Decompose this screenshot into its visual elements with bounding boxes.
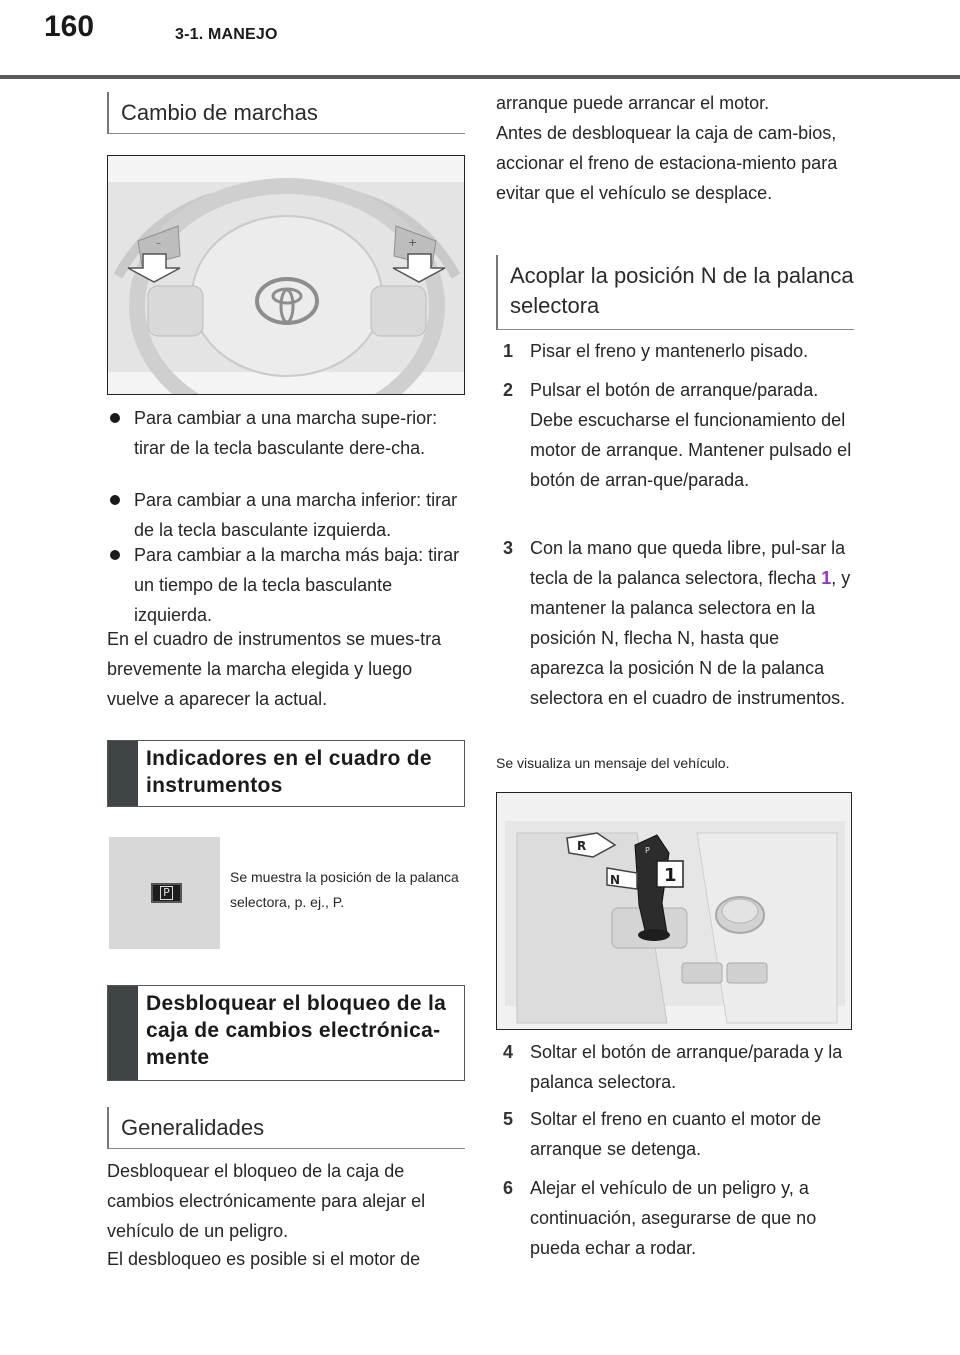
gear-selector-figure [496, 792, 852, 1030]
bullet-downshift [107, 485, 467, 545]
bullet-lowest-gear [107, 540, 467, 630]
gear-selector-illustration [497, 793, 852, 1030]
step-number: 1 [503, 341, 514, 361]
step-text: Pulsar el botón de arranque/parada. Debe escucharse el funcionamiento del motor de arranque. Mantener pulsado el botón de arran-que/parada. [530, 380, 852, 490]
header-rule [0, 75, 960, 79]
heading-general: Generalidades [107, 1107, 465, 1149]
step-number: 4 [503, 1042, 514, 1062]
paragraph-unlock-purpose: Desbloquear el bloqueo de la caja de cambios electrónicamente para alejar el vehículo de un peligro. [107, 1161, 426, 1241]
bullet-dot [110, 495, 120, 505]
svg-text:–: – [156, 238, 161, 249]
step-number: 5 [503, 1109, 514, 1129]
heading-bar [108, 741, 138, 806]
heading-bar [108, 986, 138, 1080]
heading-neutral: Acoplar la posición N de la palanca selectora [496, 255, 854, 330]
section-label: 3-1. MANEJO [175, 26, 278, 43]
heading-indicators [107, 740, 465, 807]
step-text: Soltar el freno en cuanto el motor de arranque se detenga. [530, 1109, 822, 1159]
heading-unlock-text: Desbloquear el bloqueo de la caja de cambios electrónica-mente [146, 992, 447, 1069]
step-2 [496, 375, 856, 495]
reverse-label: R [577, 839, 587, 853]
indicator-caption: Se muestra la posición de la palanca selectora, p. ej., P. [230, 869, 459, 910]
paragraph-cluster-display: En el cuadro de instrumentos se mues-tra brevemente la marcha elegida y luego vuelve a aparecer la actual. [107, 629, 442, 709]
step-text: Alejar el vehículo de un peligro y, a continuación, asegurarse de que no pueda echar a rodar. [530, 1178, 817, 1258]
svg-text:+: + [408, 236, 418, 249]
bullet-upshift [107, 403, 467, 463]
page-number: 160 [44, 10, 95, 43]
bullet-text: Para cambiar a una marcha inferior: tirar de la tecla basculante izquierda. [134, 490, 458, 540]
heading-unlock [107, 985, 465, 1081]
heading-indicators-text: Indicadores en el cuadro de instrumentos [146, 747, 432, 797]
callout-1-label: 1 [664, 865, 677, 886]
heading-gear-change: Cambio de marchas [107, 92, 465, 134]
step-text-b: , y mantener la palanca selectora en la posición N, flecha N, hasta que aparezca la posición N de la palanca selectora en el cuadro de instrumentos. [530, 568, 851, 708]
paragraph-continued: arranque puede arrancar el motor. [496, 93, 770, 113]
steering-wheel-illustration [108, 156, 465, 395]
callout-reference: 1 [821, 568, 832, 588]
step-4 [496, 1037, 856, 1097]
bullet-dot [110, 413, 120, 423]
step-1 [496, 336, 856, 366]
indicator-image [109, 837, 220, 949]
step-5 [496, 1104, 856, 1164]
park-indicator-letter: P [160, 886, 173, 900]
step-number: 3 [503, 538, 514, 558]
neutral-label: N [610, 873, 621, 887]
bullet-text: Para cambiar a una marcha supe-rior: tirar de la tecla basculante dere-cha. [134, 408, 438, 458]
step-text: Pisar el freno y mantenerlo pisado. [530, 341, 809, 361]
paragraph-unlock-condition: El desbloqueo es posible si el motor de [107, 1249, 421, 1269]
bullet-dot [110, 550, 120, 560]
paragraph-parking-brake: Antes de desbloquear la caja de cam-bios, accionar el freno de estaciona-miento para evitar que el vehículo se desplace. [496, 123, 838, 203]
step-6 [496, 1173, 856, 1263]
step-3 [496, 533, 856, 713]
step-number: 6 [503, 1178, 514, 1198]
step-text: Soltar el botón de arranque/parada y la palanca selectora. [530, 1042, 843, 1092]
park-label: P [645, 846, 650, 855]
step-number: 2 [503, 380, 514, 400]
bullet-text: Para cambiar a la marcha más baja: tirar un tiempo de la tecla basculante izquierda. [134, 545, 460, 625]
park-indicator-icon [151, 883, 182, 903]
vehicle-message-note: Se visualiza un mensaje del vehículo. [496, 755, 730, 771]
steering-wheel-figure [107, 155, 465, 395]
step-text-a: Con la mano que queda libre, pul-sar la tecla de la palanca selectora, flecha [530, 538, 846, 588]
